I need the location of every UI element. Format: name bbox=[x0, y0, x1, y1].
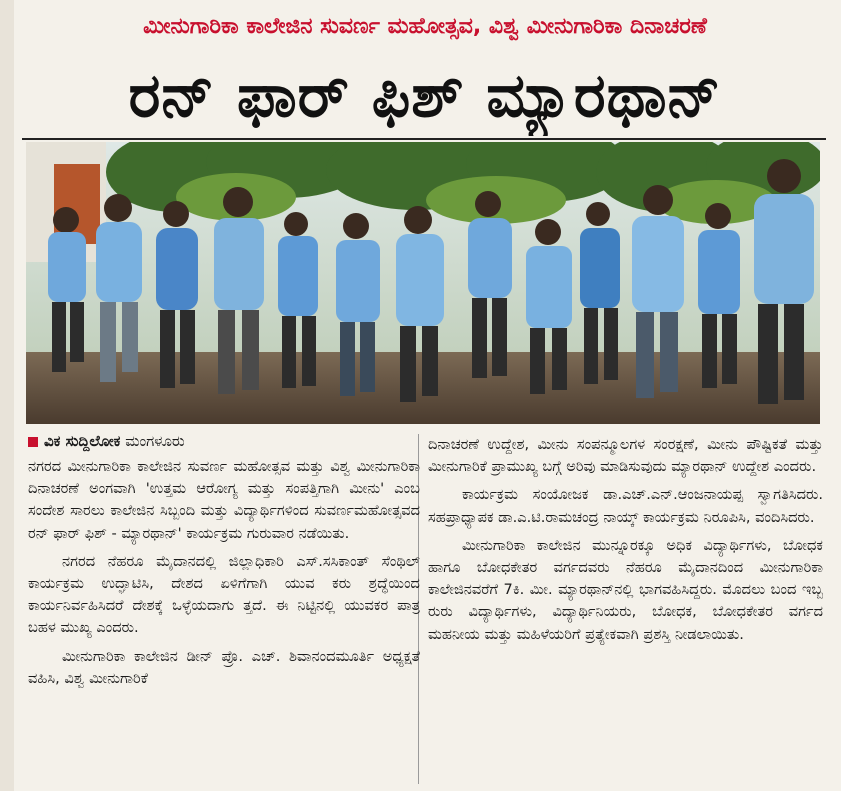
kicker-headline: ಮೀನುಗಾರಿಕಾ ಕಾಲೇಜಿನ ಸುವರ್ಣ ಮಹೋತ್ಸವ, ವಿಶ್ವ ಮೀನುಗಾರಿಕಾ ದಿನಾಚರಣೆ bbox=[143, 14, 707, 39]
paragraph: ನಗರದ ಮೀನುಗಾರಿಕಾ ಕಾಲೇಜಿನ ಸುವರ್ಣ ಮಹೋತ್ಸವ ಮತ್ತು ವಿಶ್ವ ಮೀನುಗಾರಿಕಾ ದಿನಾಚರಣೆ ಅಂಗವಾಗಿ 'ಉತ್ತಮ ಆರೋಗ್ಯ ಮತ್ತು ಸಂಪತ್ತಿಗಾಗಿ ಮೀನು' ಎಂಬ ಸಂದೇಶ ಸಾರಲು ಕಾಲೇಜಿನ ಸಿಬ್ಬಂದಿ ಮತ್ತು ವಿದ್ಯಾರ್ಥಿಗಳಿಂದ ಸುವರ್ಣಮಹೋತ್ಸವದ ರನ್ ಫಾರ್ ಫಿಶ್ - ಮ್ಯಾರಥಾನ್' ಕಾರ್ಯಕ್ರಮ ಗುರುವಾರ ನಡೆಯಿತು. bbox=[28, 458, 420, 542]
news-photo bbox=[26, 142, 820, 424]
byline bbox=[28, 430, 185, 452]
paragraph: ಕಾರ್ಯಕ್ರಮ ಸಂಯೋಜಕ ಡಾ.ಎಚ್.ಎನ್.ಆಂಜನಾಯಪ್ಪ ಸ್ವಾಗತಿಸಿದರು. ಸಹಪ್ರಾಧ್ಯಾಪಕ ಡಾ.ಎ.ಟಿ.ರಾಮಚಂದ್ರ ನಾಯ್ಕ್ ಕಾರ್ಯಕ್ರಮ ನಿರೂಪಿಸಿ, ವಂದಿಸಿದರು. bbox=[428, 486, 823, 526]
article-column-right bbox=[428, 434, 823, 784]
byline-source: ವಿಕ ಸುದ್ದಿಲೋಕ bbox=[44, 432, 121, 450]
bullet-square-icon bbox=[28, 437, 38, 447]
headline-divider bbox=[22, 138, 826, 140]
page-edge bbox=[0, 0, 14, 791]
paragraph: ಮೀನುಗಾರಿಕಾ ಕಾಲೇಜಿನ ಮುನ್ನೂರಕ್ಕೂ ಅಧಿಕ ವಿದ್ಯಾರ್ಥಿಗಳು, ಬೋಧಕ ಹಾಗೂ ಬೋಧಕೇತರ ವರ್ಗದವರು ನೆಹರೂ ಮೈದಾನದಿಂದ ಮೀನುಗಾರಿಕಾ ಕಾಲೇಜಿನವರೆಗೆ 7ಕಿ. ಮೀ. ಮ್ಯಾರಥಾನ್‌ನಲ್ಲಿ ಭಾಗವಹಿಸಿದ್ದರು. ಮೊದಲು ಬಂದ ಇಬ್ಬ ರುರು ವಿದ್ಯಾರ್ಥಿಗಳು, ವಿದ್ಯಾರ್ಥಿನಿಯರು, ಬೋಧಕ, ಬೋಧಕೇತರ ವರ್ಗದ ಮಹನೀಯ ಮತ್ತು ಮಹಿಳೆಯರಿಗೆ ಪ್ರತ್ಯೇಕವಾಗಿ ಪ್ರಶಸ್ತಿ ನೀಡಲಾಯಿತು. bbox=[428, 536, 823, 643]
byline-place: ಮಂಗಳೂರು bbox=[125, 432, 185, 450]
paragraph: ಮೀನುಗಾರಿಕಾ ಕಾಲೇಜಿನ ಡೀನ್ ಪ್ರೊ. ಎಚ್. ಶಿವಾನಂದಮೂರ್ತಿ ಅಧ್ಯಕ್ಷತೆ ವಹಿಸಿ, ವಿಶ್ವ ಮೀನುಗಾರಿಕೆ bbox=[28, 647, 420, 687]
paragraph: ದಿನಾಚರಣೆ ಉದ್ದೇಶ, ಮೀನು ಸಂಪನ್ಮೂಲಗಳ ಸಂರಕ್ಷಣೆ, ಮೀನು ಪೌಷ್ಟಿಕತೆ ಮತ್ತು ಮೀನುಗಾರಿಕೆ ಪ್ರಾಮುಖ್ಯ ಬಗ್ಗೆ ಅರಿವು ಮಾಡಿಸುವುದು ಮ್ಯಾರಥಾನ್ ಉದ್ದೇಶ ಎಂದರು. bbox=[428, 436, 823, 476]
marathon-photo-illustration bbox=[26, 142, 820, 424]
paragraph: ನಗರದ ನೆಹರೂ ಮೈದಾನದಲ್ಲಿ ಜಿಲ್ಲಾಧಿಕಾರಿ ಎಸ್.ಸಸಿಕಾಂತ್ ಸೆಂಥಿಲ್ ಕಾರ್ಯಕ್ರಮ ಉದ್ಘಾಟಿಸಿ, ದೇಶದ ಏಳಿಗೆಗಾಗಿ ಯುವ ಕರು ಶ್ರದ್ಧೆಯಿಂದ ಕಾರ್ಯನಿರ್ವಹಿಸಿದರೆ ದೇಶಕ್ಕೆ ಒಳ್ಳೆಯದಾಗು ತ್ತದೆ. ಈ ನಿಟ್ಟಿನಲ್ಲಿ ಯುವಕರ ಪಾತ್ರ ಬಹಳ ಮುಖ್ಯ ಎಂದರು. bbox=[28, 552, 420, 637]
main-headline: ರನ್ ಫಾರ್ ಫಿಶ್ ಮ್ಯಾರಥಾನ್ bbox=[128, 61, 722, 131]
article-column-left bbox=[28, 456, 420, 786]
